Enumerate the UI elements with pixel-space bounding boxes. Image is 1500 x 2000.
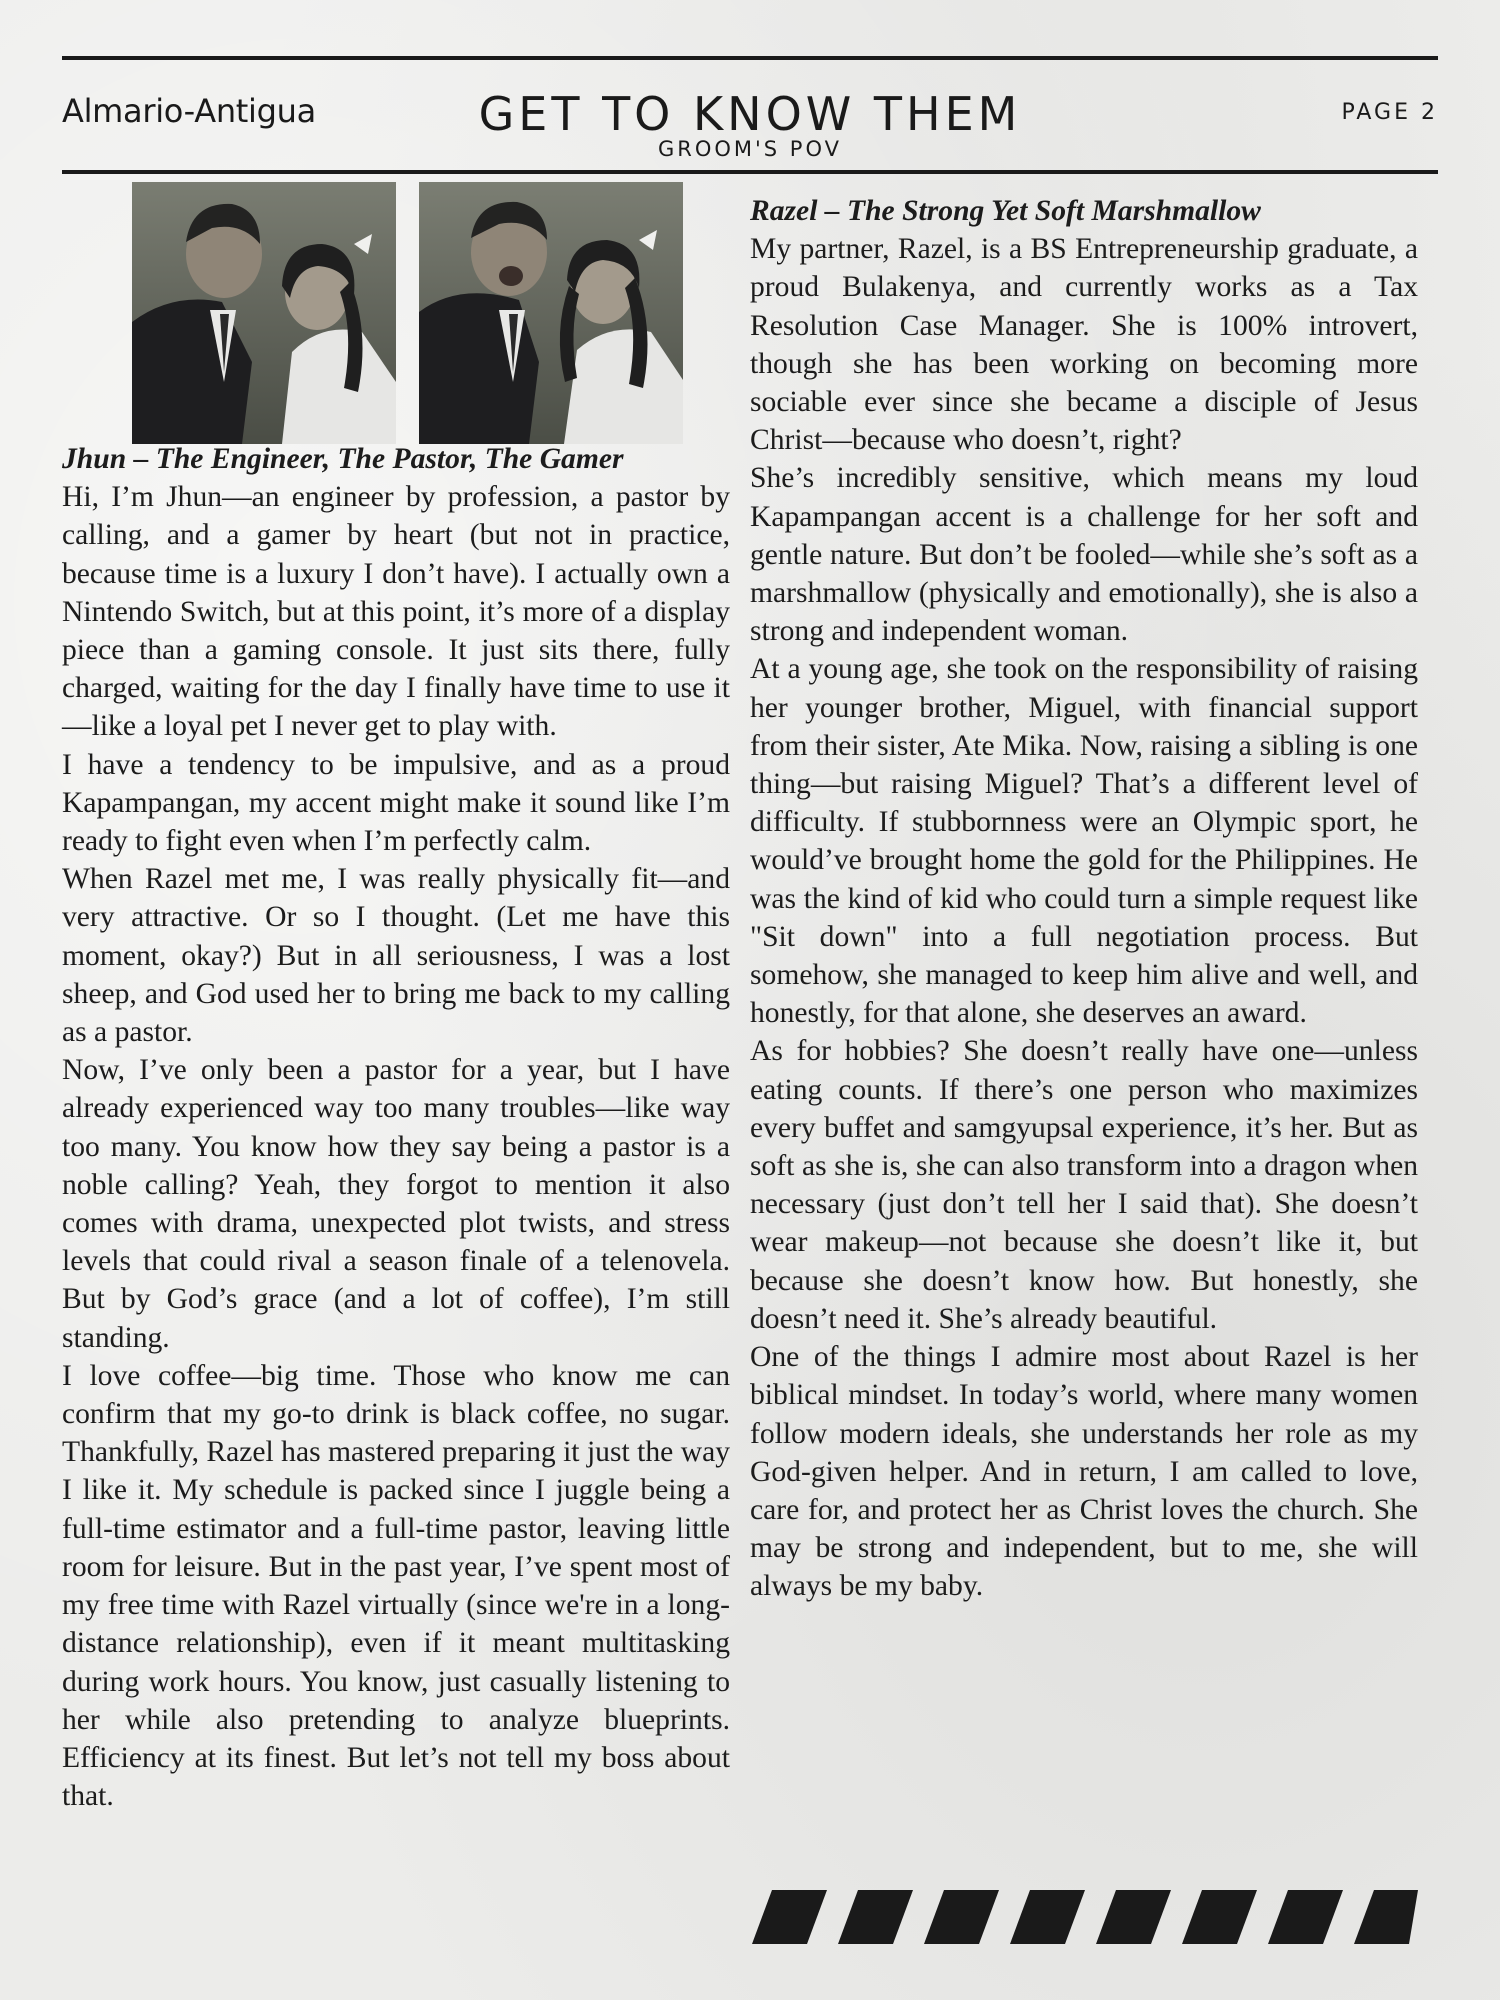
bride-section-heading: Razel – The Strong Yet Soft Marshmallow [750,195,1261,227]
stripe [924,1890,999,1944]
stripe [1182,1890,1257,1944]
groom-paragraph: When Razel met me, I was really physically fit—and very attractive. Or so I thought. (Let me have this moment, okay?) But in all seriousness, I was a lost sheep, and God used her to bring me back to my calling as a pastor. [62,863,730,1049]
couple-photo-playful [419,182,683,444]
stripe [1354,1890,1418,1944]
couple-photo-smiling [132,182,396,444]
groom-paragraph: Hi, I’m Jhun—an engineer by profession, a pastor by calling, and a gamer by heart (but not in practice, because time is a luxury I don’t have). I actually own a Nintendo Switch, but at this point, it’s more of a display piece than a gaming console. It just sits there, fully charged, waiting for the day I finally have time to use it—like a loyal pet I never get to play with. [62,481,730,743]
groom-paragraph: Now, I’ve only been a pastor for a year, but I have already experienced way too many troubles—like way too many. You know how they say being a pastor is a noble calling? Yeah, they forgot to mention it also comes with drama, unexpected plot twists, and stress levels that could rival a season finale of a telenovela. But by God’s grace (and a lot of coffee), I’m still standing. [62,1054,730,1354]
bride-paragraph: As for hobbies? She doesn’t really have one—unless eating counts. If there’s one person who maximizes every buffet and samgyupsal experience, it’s her. But as soft as she is, she can also transform into a dragon when necessary (just don’t tell her I said that). She doesn’t wear makeup—not because she doesn’t like it, but because she doesn’t know how. But honestly, she doesn’t need it. She’s already beautiful. [750,1035,1418,1335]
page-title: GET TO KNOW THEM [478,87,1022,141]
couple-names: Almario-Antigua [62,92,316,130]
stripe [838,1890,913,1944]
groom-paragraph: I love coffee—big time. Those who know me can confirm that my go-to drink is black coffee, no sugar. Thankfully, Razel has mastered preparing it just the way I like it. My schedule is packed since I juggle being a full-time estimator and a full-time pastor, leaving little room for leisure. But in the past year, I’ve spent most of my free time with Razel virtually (since we're in a long-distance relationship), even if it meant multitasking during work hours. You know, just casually listening to her while also pretending to analyze blueprints. Efficiency at its finest. But let’s not tell my boss about that. [62,1359,730,1813]
page-subtitle: GROOM'S POV [657,137,842,161]
decorative-stripes [752,1890,1418,1944]
bride-column [750,192,1418,1606]
bride-paragraph: One of the things I admire most about Razel is her biblical mindset. In today’s world, where many women follow modern ideals, she understands her role as my God-given helper. And in return, I am called to love, care for, and protect her as Christ loves the church. She may be strong and independent, but to me, she will always be my baby. [750,1341,1418,1603]
page-number: PAGE 2 [1341,100,1438,125]
bride-paragraph: At a young age, she took on the responsibility of raising her younger brother, Miguel, with financial support from their sister, Ate Mika. Now, raising a sibling is one thing—but raising Miguel? That’s a different level of difficulty. If stubbornness were an Olympic sport, he would’ve brought home the gold for the Philippines. He was the kind of kid who could turn a simple request like "Sit down" into a full negotiation process. But somehow, she managed to keep him alive and well, and honestly, for that alone, she deserves an award. [750,653,1418,1030]
stripe [752,1890,827,1944]
groom-paragraph: I have a tendency to be impulsive, and as a proud Kapampangan, my accent might make it sound like I’m ready to fight even when I’m perfectly calm. [62,748,730,858]
bride-paragraph: My partner, Razel, is a BS Entrepreneurship graduate, a proud Bulakenya, and currently works as a Tax Resolution Case Manager. She is 100% introvert, though she has been working on becoming more sociable ever since she became a disciple of Jesus Christ—because who doesn’t, right? [750,233,1418,457]
stripe [1096,1890,1171,1944]
header-top-rule [62,56,1438,60]
stripe [1268,1890,1343,1944]
bride-paragraph: She’s incredibly sensitive, which means my loud Kapampangan accent is a challenge for her soft and gentle nature. But don’t be fooled—while she’s soft as a marshmallow (physically and emotionally), she is also a strong and independent woman. [750,462,1418,648]
header-bottom-rule [62,170,1438,174]
groom-section-heading: Jhun – The Engineer, The Pastor, The Gamer [62,443,624,475]
stripe [1010,1890,1085,1944]
groom-column [62,440,730,1815]
